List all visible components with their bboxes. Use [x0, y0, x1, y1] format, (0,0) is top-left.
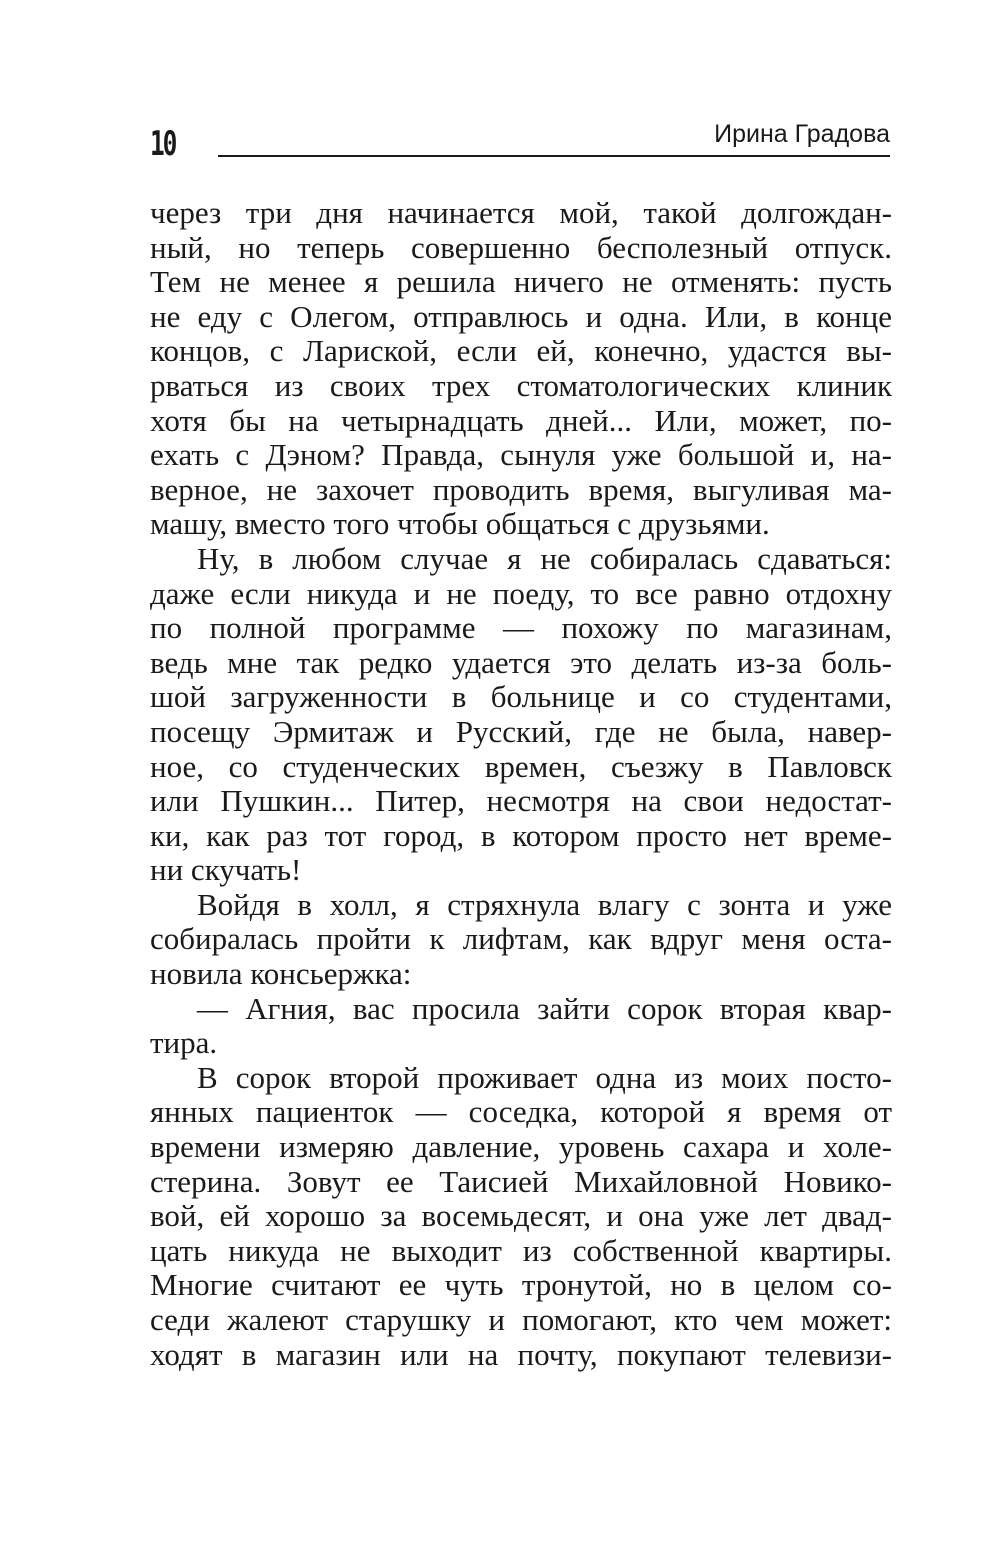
paragraph: [150, 1061, 892, 1372]
text-line: Тем не менее я решила ничего не отменять: пусть: [150, 264, 892, 300]
text-line: верное, не захочет проводить время, выгуливая ма-: [150, 471, 892, 507]
text-line: — Агния, вас просила зайти сорок вторая квар-: [197, 990, 892, 1026]
text-line: новила консьержка:: [150, 956, 412, 992]
text-line: ходят в магазин или на почту, покупают телевизи-: [150, 1336, 892, 1372]
text-line: седи жалеют старушку и помогают, кто чем может:: [150, 1302, 892, 1337]
paragraph: [150, 888, 892, 992]
text-line: ведь мне так редко удается это делать из-за боль-: [150, 644, 892, 680]
text-line: концов, с Лариской, если ей, конечно, удастся вы-: [150, 333, 892, 369]
page-number: 10: [150, 124, 176, 164]
text-line: цать никуда не выходит из собственной квартиры.: [150, 1232, 892, 1268]
text-line: рваться из своих трех стоматологических клиник: [150, 367, 892, 403]
text-line: ехать с Дэном? Правда, сынуля уже большой и, на-: [150, 437, 892, 473]
text-line: даже если никуда и не поеду, то все равно отдохну: [150, 575, 892, 611]
text-line: Многие считают ее чуть тронутой, но в целом со-: [150, 1267, 892, 1303]
text-line: В сорок второй проживает одна из моих посто-: [197, 1059, 892, 1095]
text-line: ный, но теперь совершенно бесполезный отпуск.: [150, 229, 892, 265]
text-line: янных пациенток — соседка, которой я время от: [150, 1094, 892, 1130]
text-line: вой, ей хорошо за восемьдесят, и она уже лет двад-: [150, 1198, 892, 1234]
text-line: собиралась пройти к лифтам, как вдруг меня оста-: [150, 921, 892, 957]
text-line: ное, со студенческих времен, съезжу в Павловск: [150, 748, 892, 784]
paragraph: [150, 196, 892, 542]
header-rule: [218, 155, 890, 157]
text-line: тира.: [150, 1025, 218, 1061]
text-line: Ну, в любом случае я не собиралась сдаваться:: [197, 540, 892, 576]
text-line: хотя бы на четырнадцать дней... Или, может, по-: [150, 402, 892, 438]
text-line: посещу Эрмитаж и Русский, где не была, навер-: [150, 713, 892, 749]
running-header-author: Ирина Градова: [714, 120, 890, 148]
text-line: машу, вместо того чтобы общаться с друзьями.: [150, 506, 770, 542]
paragraph: [150, 992, 892, 1061]
body-text: [150, 196, 892, 1372]
text-line: через три дня начинается мой, такой долгождан-: [150, 195, 892, 230]
paragraph: [150, 542, 892, 888]
text-line: по полной программе — похожу по магазинам,: [150, 610, 892, 646]
text-line: не еду с Олегом, отправлюсь и одна. Или, в конце: [150, 298, 892, 334]
text-line: времени измеряю давление, уровень сахара и холе-: [150, 1129, 892, 1165]
text-line: или Пушкин... Питер, несмотря на свои недостат-: [150, 783, 892, 819]
text-line: Войдя в холл, я стряхнула влагу с зонта и уже: [197, 886, 892, 922]
text-line: ни скучать!: [150, 852, 302, 888]
text-line: шой загруженности в больнице и со студентами,: [150, 679, 892, 715]
text-line: стерина. Зовут ее Таисией Михайловной Новико-: [150, 1163, 892, 1199]
text-line: ки, как раз тот город, в котором просто нет време-: [150, 817, 892, 853]
